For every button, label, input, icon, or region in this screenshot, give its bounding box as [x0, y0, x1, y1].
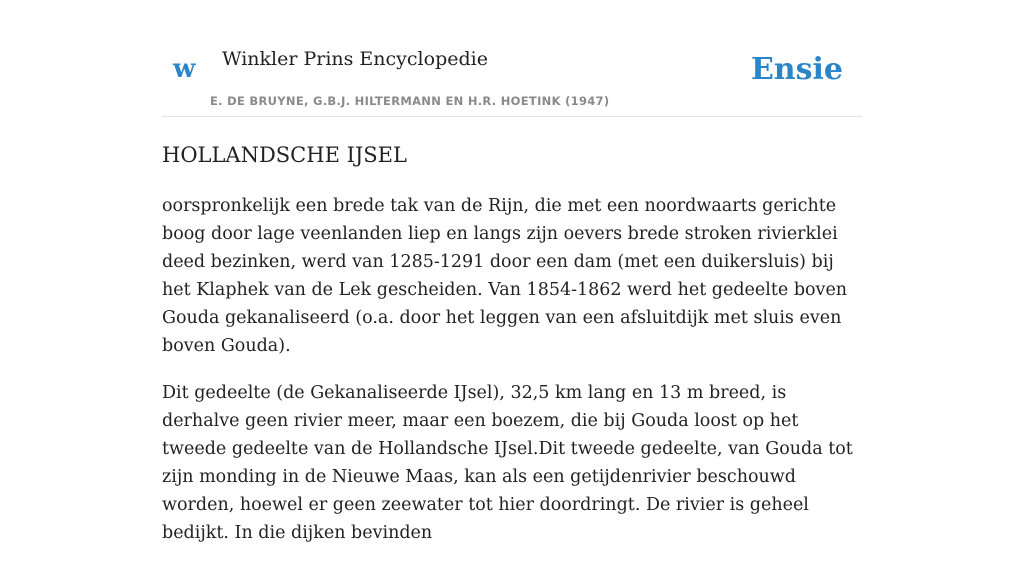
- article-title: HOLLANDSCHE IJSEL: [162, 143, 407, 167]
- site-title[interactable]: Winkler Prins Encyclopedie: [222, 48, 488, 70]
- brand-logo[interactable]: Ensie: [750, 52, 843, 87]
- page: [162, 0, 862, 543]
- article-paragraph: oorspronkelijk een brede tak van de Rijn, die met een noordwaarts gerichte boog door lage veenlanden liep en langs zijn oevers brede stroken rivierklei deed bezinken, werd van 1285-1291 door een dam (met een duikersluis) bij het Klaphek van de Lek gescheiden. Van 1854-1862 werd het gedeelte boven Gouda gekanaliseerd (o.a. door het leggen van een afsluitdijk met sluis even boven Gouda).: [162, 196, 848, 356]
- article-paragraph: Dit gedeelte (de Gekanaliseerde IJsel), 32,5 km lang en 13 m breed, is derhalve geen rivier meer, maar een boezem, die bij Gouda loost op het tweede gedeelte van de Hollandsche IJsel.Dit tweede gedeelte, van Gouda tot zijn monding in de Nieuwe Maas, kan als een getijdenrivier beschouwd worden, hoewel er geen zeewater tot hier doordringt. De rivier is geheel bedijkt. In die dijken bevinden: [162, 383, 853, 543]
- logo-icon[interactable]: w: [173, 54, 196, 84]
- site-header: [162, 0, 862, 117]
- article-body: [162, 192, 862, 566]
- authors-line: E. DE BRUYNE, G.B.J. HILTERMANN EN H.R. HOETINK (1947): [210, 94, 610, 108]
